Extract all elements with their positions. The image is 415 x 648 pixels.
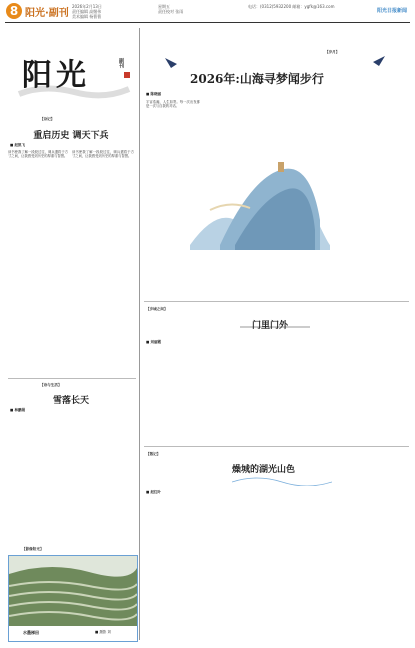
main-article-byline: ■ 陈晓丽 bbox=[146, 92, 162, 96]
divider bbox=[8, 378, 136, 379]
lake-article-body-col4 bbox=[344, 498, 406, 640]
main-article-body-col3b bbox=[262, 252, 316, 296]
seal-icon bbox=[124, 72, 130, 78]
snow-article-title: 雪落长天 bbox=[52, 396, 89, 406]
left-article-title: 重启历史 调天下兵 bbox=[33, 131, 109, 141]
door-article-body-col2 bbox=[212, 348, 274, 438]
door-article-body-col4 bbox=[344, 348, 406, 438]
door-article-byline: ■ 刘丽霞 bbox=[146, 340, 162, 344]
photo-frame bbox=[8, 555, 138, 642]
snow-article-byline: ■ 林鹏娟 bbox=[10, 408, 26, 412]
door-article-tag: 【乡城之间】 bbox=[146, 307, 168, 311]
snow-article-body-col2 bbox=[72, 415, 134, 535]
header-rule bbox=[5, 22, 410, 23]
lake-article-body-col2 bbox=[212, 498, 274, 640]
photo-caption: 水墨梯田 bbox=[23, 630, 39, 635]
left-article-body-col1: 读书使我了解一段段过往，调兵遣将于方寸之间，让我感受到历史的厚重与智慧。 bbox=[8, 150, 68, 159]
header-meta-mid: 星期五 责任校对 张雨 bbox=[158, 4, 184, 14]
main-article-tag: 【岁月】 bbox=[325, 50, 340, 54]
section-title: 阳光·副刊 bbox=[25, 8, 69, 19]
door-article-body-col3 bbox=[278, 348, 340, 438]
door-article-title: 门里门外 bbox=[252, 321, 289, 331]
mountain-illustration-icon bbox=[190, 150, 330, 250]
column-divider bbox=[139, 28, 140, 640]
lake-article-body-col3 bbox=[278, 498, 340, 640]
lake-article-byline: ■ 赵红叶 bbox=[146, 490, 162, 494]
lake-article-tag: 【散记】 bbox=[146, 452, 161, 456]
main-article-body-col5 bbox=[364, 100, 408, 160]
brand-logo: 阳光日报新闻 bbox=[376, 8, 407, 14]
photo-credit: ■ 摄影 刘 bbox=[95, 630, 112, 634]
header-meta-left: 2026年2月13日 责任编辑 高继伟 美术编辑 杨曹曹 bbox=[72, 4, 102, 19]
masthead-title: 阳光 bbox=[22, 58, 90, 93]
lake-article-title: 燥城的湖光山色 bbox=[232, 465, 296, 475]
main-article-body-col3 bbox=[262, 100, 316, 150]
divider bbox=[144, 301, 409, 302]
main-article-body-col2b bbox=[204, 252, 258, 296]
door-article-body-col1 bbox=[146, 348, 208, 438]
photo-box-tag: 【影像阳光】 bbox=[22, 547, 44, 551]
divider bbox=[144, 446, 409, 447]
page-number: 8 bbox=[6, 3, 22, 19]
terraced-fields-photo-icon bbox=[9, 556, 137, 626]
main-article-body-col4b bbox=[320, 160, 408, 296]
header-contact: 电话：(0312)5932200 邮箱：ygfk@163.com bbox=[248, 4, 335, 9]
main-article-title: 2026年:山海寻梦闻步行 bbox=[190, 72, 324, 86]
left-article-tag: 【杂记】 bbox=[40, 117, 55, 121]
lake-article-body-col1 bbox=[146, 498, 208, 640]
snow-article-body-col1 bbox=[8, 415, 68, 535]
masthead bbox=[14, 34, 134, 109]
left-article-body-col2: 读书使我了解一段段过往，调兵遣将于方寸之间，让我感受到历史的厚重与智慧。 bbox=[72, 150, 134, 159]
masthead-subtitle: 副刊 bbox=[118, 58, 124, 68]
main-article-body-col2 bbox=[204, 100, 258, 150]
main-article-body-col1: 宇宙浩瀚，人生如寄。每一次出发都是一次与自我的对话。 bbox=[146, 100, 200, 109]
snow-article-tag: 【诗与生活】 bbox=[40, 383, 62, 387]
left-article-byline: ■ 赵凯飞 bbox=[10, 143, 26, 147]
